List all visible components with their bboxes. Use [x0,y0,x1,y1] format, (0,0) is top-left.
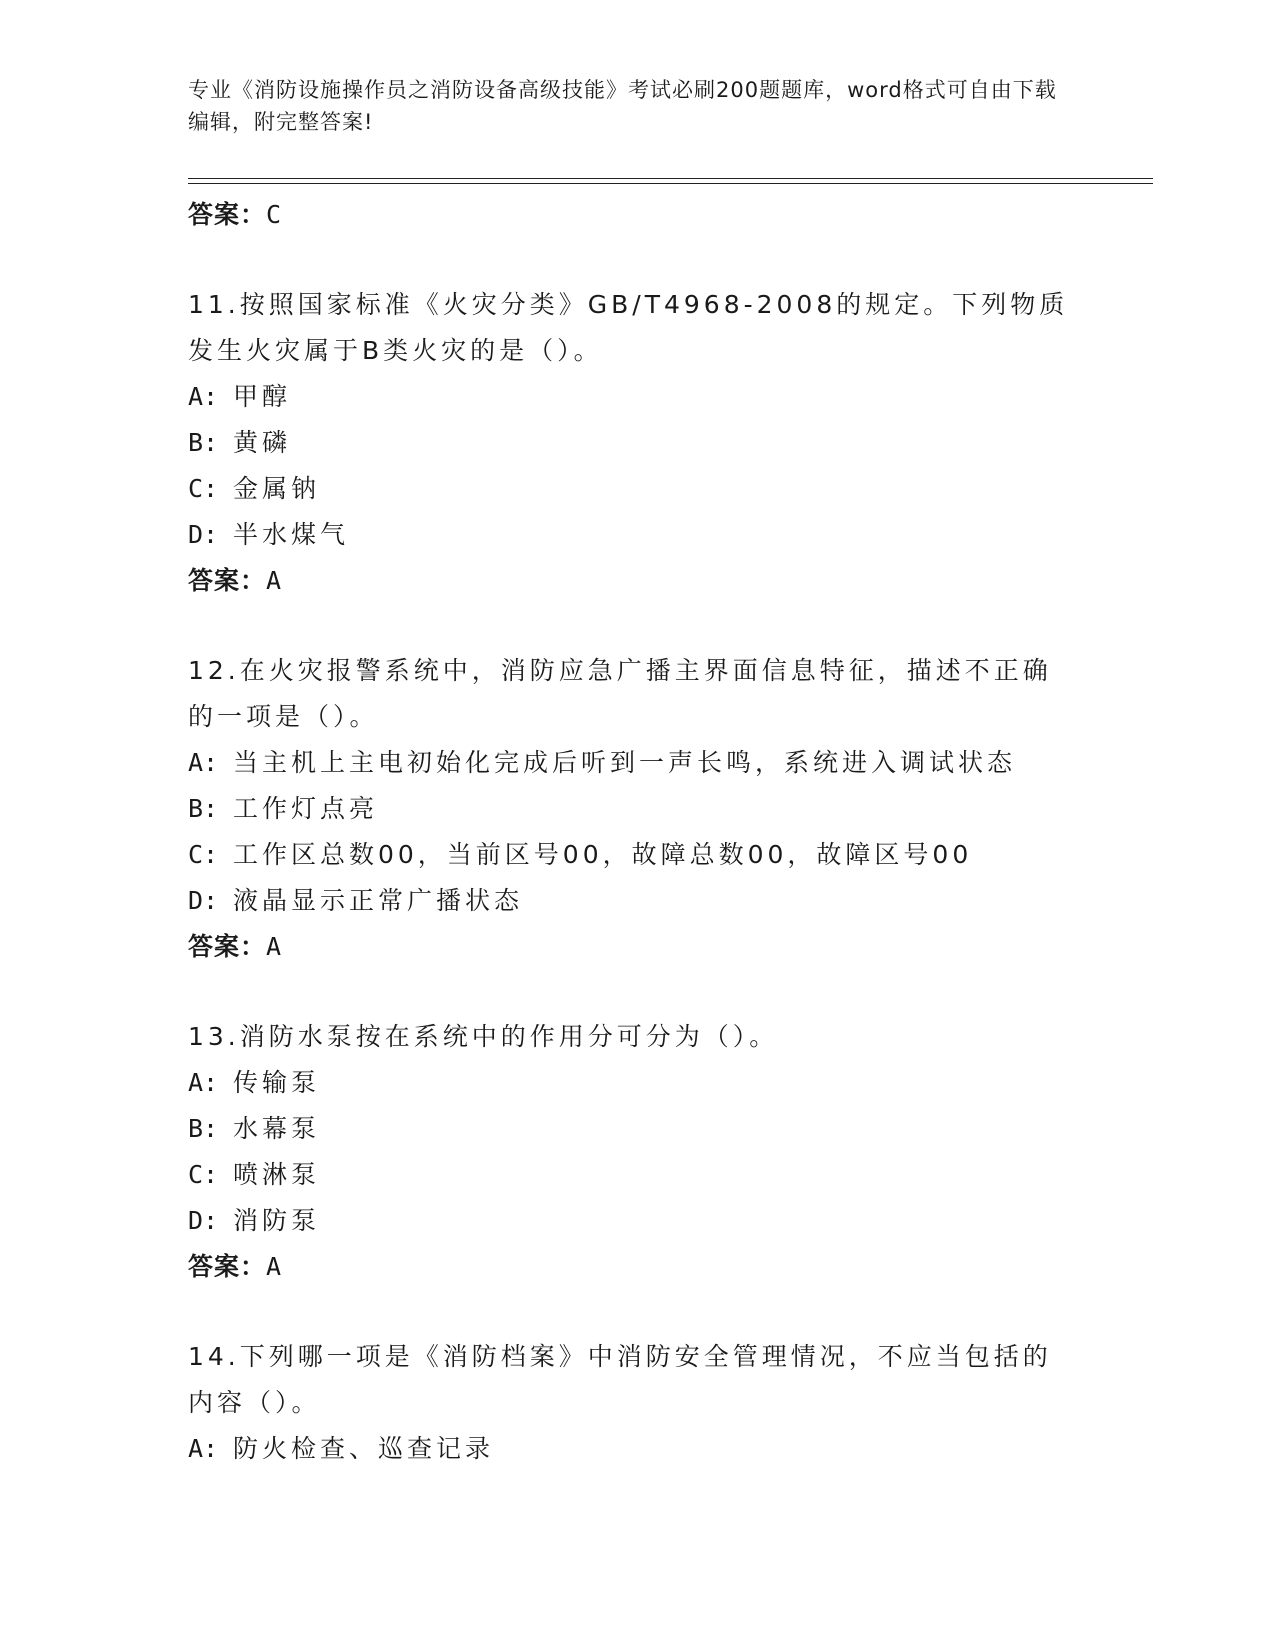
option-key: A: [188,1434,219,1463]
option-key: A: [188,382,219,411]
header-divider-bottom [188,183,1153,184]
option-text: 喷淋泵 [233,1160,321,1189]
option-key: C: [188,474,219,503]
option-a [188,740,1088,786]
question-item [188,648,1088,970]
answer-line [188,924,1088,970]
option-text: 防火检查、巡查记录 [233,1434,495,1463]
option-text: 传输泵 [233,1068,321,1097]
answer-value: A [266,1252,283,1281]
option-b [188,420,1088,466]
question-stem: 11.按照国家标准《火灾分类》GB/T4968-2008的规定。下列物质发生火灾属于B类火灾的是（）。 [188,290,1069,365]
option-text: 黄磷 [233,428,292,457]
answer-label: 答案： [188,566,267,595]
question-item [188,282,1088,604]
option-key: B: [188,1114,219,1143]
option-key: A: [188,1068,219,1097]
answer-label: 答案： [188,932,267,961]
option-key: D: [188,1206,219,1235]
option-c [188,832,1088,878]
option-text: 液晶显示正常广播状态 [233,886,524,915]
answer-value: C [266,200,283,229]
option-key: B: [188,794,219,823]
option-text: 甲醇 [233,382,292,411]
option-key: C: [188,1160,219,1189]
document-header: 专业《消防设施操作员之消防设备高级技能》考试必刷200题题库，word格式可自由下载编辑，附完整答案! [188,78,1057,134]
option-d [188,878,1088,924]
option-text: 水幕泵 [233,1114,321,1143]
option-a [188,374,1088,420]
option-c [188,466,1088,512]
option-key: A: [188,748,219,777]
option-text: 工作灯点亮 [233,794,379,823]
answer-value: A [266,566,283,595]
option-text: 当主机上主电初始化完成后听到一声长鸣，系统进入调试状态 [233,748,1017,777]
answer-line [188,1244,1088,1290]
question-stem: 14.下列哪一项是《消防档案》中消防安全管理情况，不应当包括的内容（）。 [188,1342,1052,1417]
option-text: 半水煤气 [233,520,350,549]
option-a [188,1060,1088,1106]
option-key: B: [188,428,219,457]
option-text: 消防泵 [233,1206,321,1235]
question-item [188,1334,1088,1472]
option-key: D: [188,520,219,549]
answer-line [188,192,1088,238]
option-b [188,1106,1088,1152]
option-text: 工作区总数00，当前区号00，故障总数00，故障区号00 [233,840,973,869]
question-stem: 13.消防水泵按在系统中的作用分可分为（）。 [188,1022,779,1051]
question-stem: 12.在火灾报警系统中，消防应急广播主界面信息特征，描述不正确的一项是（）。 [188,656,1052,731]
option-a [188,1426,1088,1472]
option-text: 金属钠 [233,474,321,503]
option-d [188,1198,1088,1244]
option-key: C: [188,840,219,869]
option-c [188,1152,1088,1198]
answer-label: 答案： [188,200,267,229]
option-key: D: [188,886,219,915]
question-list [188,192,1088,1472]
option-b [188,786,1088,832]
header-divider-top [188,178,1153,179]
answer-label: 答案： [188,1252,267,1281]
option-d [188,512,1088,558]
answer-line [188,558,1088,604]
question-item [188,1014,1088,1290]
answer-value: A [266,932,283,961]
